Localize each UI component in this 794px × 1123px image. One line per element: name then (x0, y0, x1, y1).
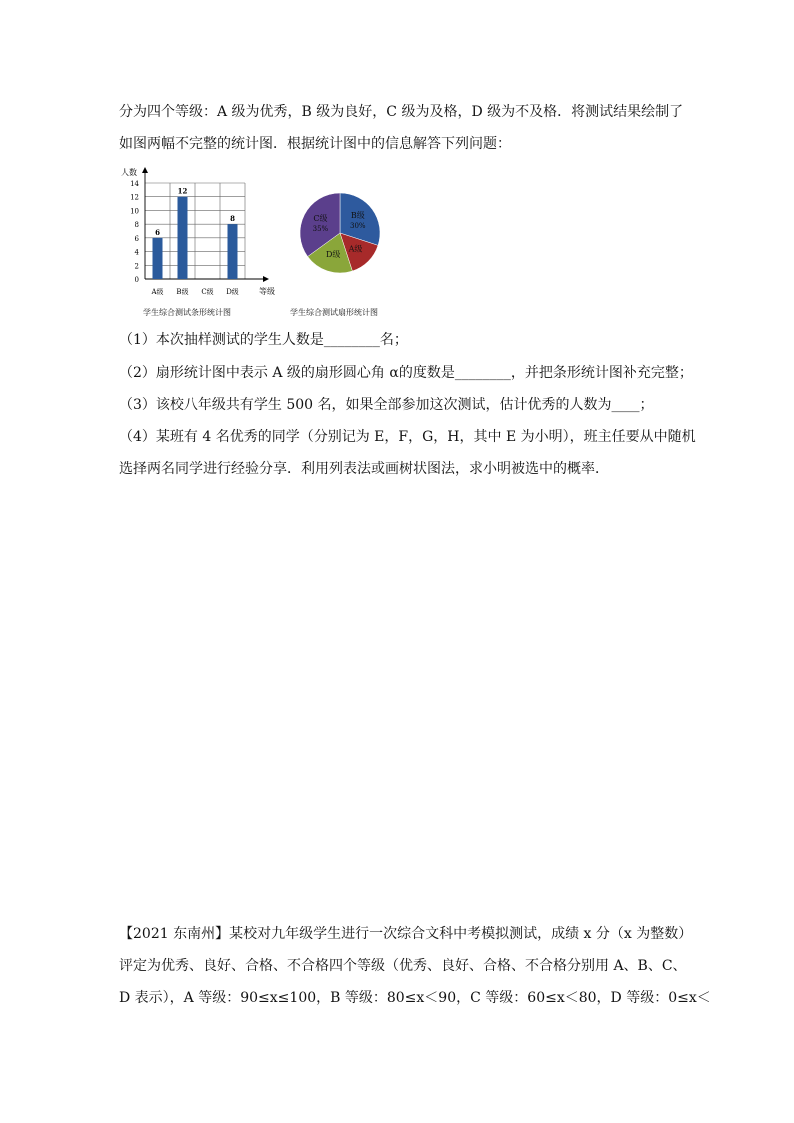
question-1: （1）本次抽样测试的学生人数是________名； (119, 332, 408, 348)
bar-chart-svg (117, 163, 277, 303)
pie-slice-label: C级 (313, 214, 328, 224)
pie-slice-label: A级 (348, 244, 363, 254)
x-tick-label: B级 (176, 288, 189, 296)
bar-data-label: 6 (155, 227, 160, 237)
x-axis-label: 等级 (259, 287, 275, 296)
y-axis-label: 人数 (121, 168, 137, 177)
x-tick-label: D级 (226, 288, 239, 296)
y-tick-label: 6 (134, 234, 139, 243)
pie-slice-label: B级 (350, 211, 365, 221)
x-axis-arrow (263, 276, 269, 282)
question-2: （2）扇形统计图中表示 A 级的扇形圆心角 α的度数是________，并把条形统计图补充完整； (119, 365, 693, 381)
pie-slice-label: D级 (325, 249, 341, 259)
pie-chart-svg (290, 183, 390, 283)
pie-chart (290, 183, 390, 283)
bar-chart-caption: 学生综合测试条形统计图 (143, 308, 231, 317)
y-tick-label: 14 (130, 180, 139, 188)
next-problem-line-2: 评定为优秀、良好、合格、不合格四个等级（优秀、良好、合格、不合格分别用 A、B、C、 (119, 958, 687, 974)
bar-chart (117, 163, 277, 303)
intro-line-2: 如图两幅不完整的统计图．根据统计图中的信息解答下列问题： (119, 136, 511, 152)
y-tick-label: 10 (130, 207, 139, 216)
y-axis-arrow (142, 167, 148, 173)
next-problem-line-3: D 表示），A 等级：90≤x≤100，B 等级：80≤x＜90，C 等级：60≤x＜80，D 等级：0≤x＜ (119, 990, 711, 1006)
x-tick-label: C级 (201, 288, 214, 296)
question-3: （3）该校八年级共有学生 500 名，如果全部参加这次测试，估计优秀的人数为____； (119, 397, 654, 413)
next-problem-line-1: 【2021 东南州】某校对九年级学生进行一次综合文科中考模拟测试，成绩 x 分（x 为整数） (119, 926, 693, 942)
y-tick-label: 12 (130, 193, 139, 202)
question-4: （4）某班有 4 名优秀的同学（分别记为 E，F，G，H，其中 E 为小明），班主任要从中随机 (119, 429, 696, 445)
bar (228, 224, 238, 279)
pie-slice-percent: 35% (312, 225, 329, 234)
intro-line-1: 分为四个等级：A 级为优秀，B 级为良好，C 级为及格，D 级为不及格．将测试结果绘制了 (119, 104, 684, 120)
bar-data-label: 12 (177, 186, 188, 196)
question-4-cont: 选择两名同学进行经验分享．利用列表法或画树状图法，求小明被选中的概率． (119, 461, 609, 477)
pie-slice-percent: 30% (350, 222, 366, 231)
bar (153, 238, 163, 279)
bar (178, 197, 188, 279)
y-tick-label: 2 (134, 262, 139, 271)
y-tick-label: 0 (134, 276, 139, 284)
pie-chart-caption: 学生综合测试扇形统计图 (290, 308, 378, 317)
bar-data-label: 8 (230, 214, 235, 224)
y-tick-label: 8 (134, 221, 139, 230)
x-tick-label: A级 (151, 288, 164, 296)
y-tick-label: 4 (134, 248, 139, 257)
